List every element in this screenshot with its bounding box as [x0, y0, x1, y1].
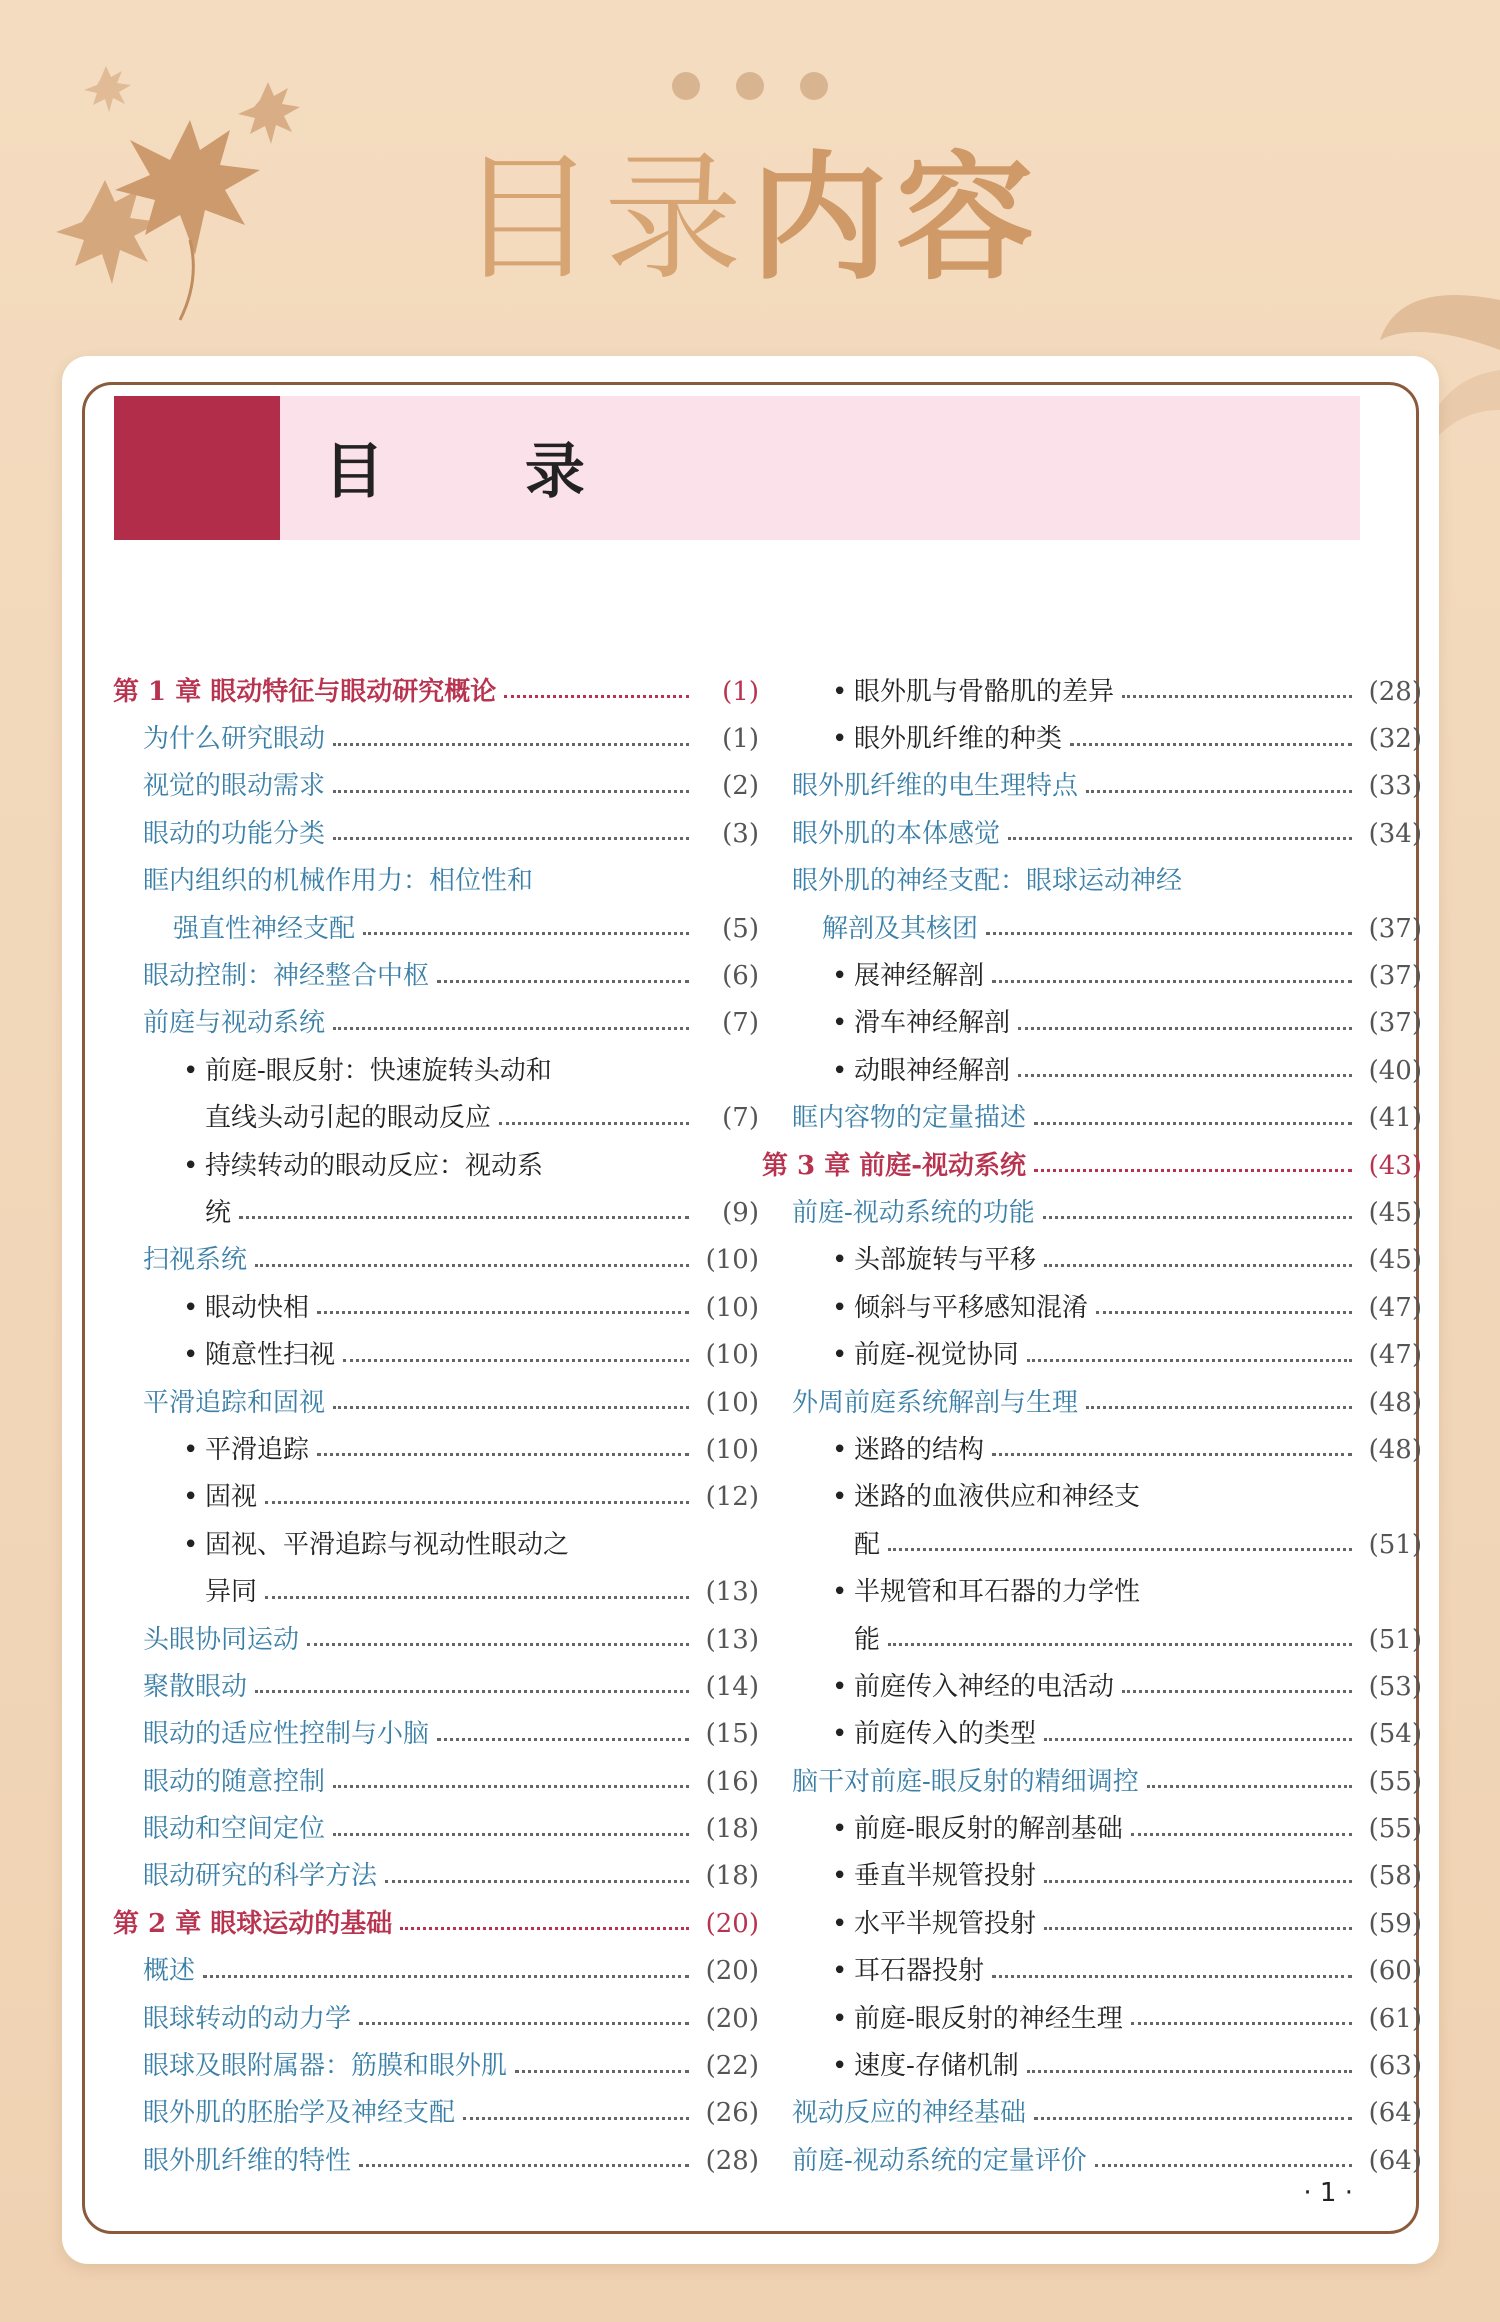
toc-entry-title: 脑干对前庭-眼反射的精细调控 [792, 1766, 1139, 1797]
toc-entry-title: 前庭-视觉协同 [854, 1340, 1019, 1371]
leader-dots [317, 1451, 689, 1456]
toc-entry-title: 迷路的血液供应和神经支 [854, 1482, 1141, 1513]
toc-entry-title: 前庭-眼反射的解剖基础 [854, 1814, 1123, 1845]
toc-page-number: (63) [1368, 2051, 1422, 2082]
toc-entry-title: 眼动的随意控制 [143, 1766, 326, 1797]
leader-dots [317, 1309, 689, 1314]
toc-section-entry [113, 1663, 759, 1710]
toc-section-entry [113, 952, 759, 999]
leader-dots [504, 693, 689, 698]
dot [800, 72, 828, 100]
leader-dots [888, 1546, 1352, 1551]
toc-subsection-entry [113, 1331, 759, 1378]
toc-entry-title: 眼动研究的科学方法 [143, 1861, 378, 1892]
banner-title: 目 录 [324, 437, 645, 507]
toc-subsection-entry [762, 1948, 1422, 1995]
toc-entry-title: 水平半规管投射 [854, 1908, 1037, 1939]
toc-page-number: (55) [1368, 1766, 1422, 1797]
leader-dots [333, 1831, 689, 1836]
toc-page-number: (41) [1368, 1103, 1422, 1134]
leader-dots [1018, 1025, 1352, 1030]
leader-dots [333, 741, 689, 746]
dot [672, 72, 700, 100]
toc-entry-title: 眼球及眼附属器：筋膜和眼外肌 [143, 2051, 508, 2082]
toc-entry-title: 视觉的眼动需求 [143, 771, 326, 802]
toc-entry-title: 前庭与视动系统 [143, 1008, 326, 1039]
toc-page-number: (13) [705, 1577, 759, 1608]
toc-subsection-entry [762, 1711, 1422, 1758]
leader-dots [499, 1120, 689, 1125]
bullet-icon: • [832, 1434, 848, 1465]
toc-subsection-entry [762, 1331, 1422, 1378]
toc-entry-title: 统 [205, 1197, 232, 1228]
leader-dots [437, 978, 689, 983]
toc-page-number: (20) [705, 1908, 759, 1939]
leader-dots [1086, 788, 1352, 793]
toc-entry-title: 前庭-眼反射：快速旋转头动和 [205, 1055, 552, 1086]
toc-subsection-entry [762, 1900, 1422, 1947]
leader-dots [1027, 2068, 1352, 2073]
page-number: · 1 · [1303, 2178, 1353, 2208]
toc-page-number: (10) [705, 1340, 759, 1371]
toc-section-entry [762, 1095, 1422, 1142]
toc-entry-title: 动眼神经解剖 [854, 1055, 1011, 1086]
toc-section-entry [113, 715, 759, 762]
toc-entry-title: 眼动的适应性控制与小脑 [143, 1719, 430, 1750]
toc-page-number: (2) [722, 771, 759, 802]
toc-entry-title: 能 [854, 1624, 881, 1655]
toc-subsection-entry [113, 1284, 759, 1331]
toc-page-number: (28) [705, 2145, 759, 2176]
toc-subsection-entry [762, 1284, 1422, 1331]
toc-subsection-entry [762, 1000, 1422, 1047]
toc-section-entry [113, 1995, 759, 2042]
toc-subsection-entry [762, 1047, 1422, 1094]
toc-entry-title: 第 1 章 眼动特征与眼动研究概论 [113, 676, 497, 707]
toc-entry-title: 直线头动引起的眼动反应 [205, 1103, 492, 1134]
toc-chapter-entry [113, 1900, 759, 1947]
toc-entry-title: 强直性神经支配 [173, 913, 356, 944]
banner-color-block [114, 396, 280, 540]
leader-dots [1008, 835, 1352, 840]
toc-entry-title: 持续转动的眼动反应：视动系 [205, 1150, 544, 1181]
toc-subsection-continuation [113, 1095, 759, 1142]
toc-chapter-entry [113, 668, 759, 715]
leader-dots [1096, 1309, 1352, 1314]
toc-subsection-entry [762, 1568, 1422, 1615]
toc-section-continuation [762, 905, 1422, 952]
toc-entry-title: 倾斜与平移感知混淆 [854, 1292, 1089, 1323]
toc-section-entry [762, 1189, 1422, 1236]
leader-dots [333, 1404, 689, 1409]
toc-page-number: (18) [705, 1861, 759, 1892]
toc-page-number: (20) [705, 2003, 759, 2034]
leader-dots [1034, 1120, 1352, 1125]
toc-subsection-continuation [113, 1568, 759, 1615]
toc-banner [114, 396, 1360, 540]
toc-page-number: (45) [1368, 1197, 1422, 1228]
dot [736, 72, 764, 100]
bullet-icon: • [183, 1529, 199, 1560]
toc-page-number: (33) [1368, 771, 1422, 802]
toc-entry-title: 眼动的功能分类 [143, 818, 326, 849]
bullet-icon: • [832, 1814, 848, 1845]
leader-dots [1044, 1925, 1352, 1930]
leader-dots [992, 1973, 1352, 1978]
leader-dots [1044, 1736, 1352, 1741]
toc-subsection-continuation [113, 1189, 759, 1236]
leader-dots [203, 1973, 689, 1978]
toc-page-number: (1) [722, 676, 759, 707]
bullet-icon: • [183, 1340, 199, 1371]
toc-entry-title: 解剖及其核团 [822, 913, 979, 944]
toc-section-entry [762, 1379, 1422, 1426]
toc-page-number: (26) [705, 2098, 759, 2129]
toc-section-entry [113, 1948, 759, 1995]
toc-page-number: (60) [1368, 1956, 1422, 1987]
bullet-icon: • [832, 724, 848, 755]
toc-page-number: (32) [1368, 724, 1422, 755]
toc-section-entry [113, 2090, 759, 2137]
leader-dots [333, 788, 689, 793]
toc-entry-title: 前庭-眼反射的神经生理 [854, 2003, 1123, 2034]
toc-section-entry [113, 1758, 759, 1805]
toc-entry-title: 第 2 章 眼球运动的基础 [113, 1908, 393, 1939]
toc-subsection-entry [762, 1805, 1422, 1852]
toc-entry-title: 头眼协同运动 [143, 1624, 300, 1655]
toc-entry-title: 扫视系统 [143, 1245, 248, 1276]
leader-dots [307, 1641, 689, 1646]
toc-entry-title: 平滑追踪 [205, 1434, 310, 1465]
leader-dots [515, 2068, 689, 2073]
toc-page-number: (59) [1368, 1908, 1422, 1939]
toc-entry-title: 眼外肌纤维的种类 [854, 724, 1063, 755]
toc-subsection-entry [113, 1521, 759, 1568]
toc-entry-title: 前庭-视动系统的功能 [792, 1197, 1035, 1228]
leader-dots [463, 2115, 689, 2120]
leader-dots [1027, 1357, 1352, 1362]
toc-section-entry [762, 1758, 1422, 1805]
toc-page-number: (14) [705, 1671, 759, 1702]
toc-page-number: (61) [1368, 2003, 1422, 2034]
leader-dots [255, 1262, 689, 1267]
toc-entry-title: 滑车神经解剖 [854, 1008, 1011, 1039]
leader-dots [1147, 1783, 1352, 1788]
toc-page-number: (37) [1368, 961, 1422, 992]
bullet-icon: • [832, 1055, 848, 1086]
toc-section-entry [113, 2042, 759, 2089]
leader-dots [255, 1688, 689, 1693]
toc-entry-title: 视动反应的神经基础 [792, 2098, 1027, 2129]
toc-entry-title: 头部旋转与平移 [854, 1245, 1037, 1276]
leader-dots [1070, 741, 1352, 746]
toc-page-number: (64) [1368, 2098, 1422, 2129]
leader-dots [363, 930, 689, 935]
bullet-icon: • [832, 676, 848, 707]
toc-page-number: (7) [722, 1008, 759, 1039]
toc-section-entry [113, 1379, 759, 1426]
toc-subsection-entry [762, 1995, 1422, 2042]
toc-page-number: (18) [705, 1814, 759, 1845]
toc-entry-title: 眶内容物的定量描述 [792, 1103, 1027, 1134]
toc-page-number: (16) [705, 1766, 759, 1797]
toc-subsection-entry [762, 715, 1422, 762]
leader-dots [1122, 693, 1352, 698]
leader-dots [1043, 1214, 1352, 1219]
toc-page-number: (7) [722, 1103, 759, 1134]
toc-entry-title: 外周前庭系统解剖与生理 [792, 1387, 1079, 1418]
toc-section-entry [113, 1237, 759, 1284]
headline-part2: 内容 [750, 138, 1043, 299]
toc-entry-title: 眼外肌的胚胎学及神经支配 [143, 2098, 456, 2129]
toc-page-number: (45) [1368, 1245, 1422, 1276]
toc-page-number: (28) [1368, 676, 1422, 707]
bullet-icon: • [832, 1956, 848, 1987]
toc-page-number: (15) [705, 1719, 759, 1750]
leader-dots [1034, 2115, 1352, 2120]
toc-section-entry [113, 1616, 759, 1663]
bullet-icon: • [832, 1245, 848, 1276]
toc-page-number: (10) [705, 1434, 759, 1465]
toc-page-number: (47) [1368, 1292, 1422, 1323]
toc-page-number: (48) [1368, 1434, 1422, 1465]
toc-subsection-entry [113, 1426, 759, 1473]
toc-page-number: (1) [722, 724, 759, 755]
leader-dots [385, 1878, 689, 1883]
toc-page-number: (9) [722, 1197, 759, 1228]
toc-entry-title: 耳石器投射 [854, 1956, 985, 1987]
toc-page-number: (20) [705, 1956, 759, 1987]
bullet-icon: • [832, 1719, 848, 1750]
toc-subsection-entry [762, 1853, 1422, 1900]
toc-entry-title: 固视、平滑追踪与视动性眼动之 [205, 1529, 570, 1560]
toc-entry-title: 眼外肌纤维的电生理特点 [792, 771, 1079, 802]
toc-section-entry [762, 763, 1422, 810]
leader-dots [343, 1357, 689, 1362]
bullet-icon: • [183, 1150, 199, 1181]
bullet-icon: • [183, 1482, 199, 1513]
toc-entry-title: 第 3 章 前庭-视动系统 [762, 1150, 1027, 1181]
toc-subsection-entry [762, 952, 1422, 999]
toc-page-number: (34) [1368, 818, 1422, 849]
leader-dots [359, 2020, 689, 2025]
toc-entry-title: 眼外肌的本体感觉 [792, 818, 1001, 849]
bullet-icon: • [832, 2051, 848, 2082]
toc-entry-title: 聚散眼动 [143, 1671, 248, 1702]
toc-page-number: (47) [1368, 1340, 1422, 1371]
leader-dots [400, 1925, 689, 1930]
toc-right-column [762, 668, 1422, 2185]
leader-dots [333, 1025, 689, 1030]
toc-entry-title: 眶内组织的机械作用力：相位性和 [143, 866, 534, 897]
toc-subsection-continuation [762, 1521, 1422, 1568]
toc-page-number: (37) [1368, 1008, 1422, 1039]
bullet-icon: • [832, 1340, 848, 1371]
leader-dots [1086, 1404, 1352, 1409]
toc-section-entry [113, 1805, 759, 1852]
bullet-icon: • [832, 961, 848, 992]
toc-page-number: (51) [1368, 1624, 1422, 1655]
toc-page-number: (40) [1368, 1055, 1422, 1086]
leader-dots [437, 1736, 689, 1741]
toc-page-number: (43) [1368, 1150, 1422, 1181]
bullet-icon: • [183, 1434, 199, 1465]
toc-page-number: (6) [722, 961, 759, 992]
bullet-icon: • [832, 1671, 848, 1702]
toc-card [62, 356, 1439, 2264]
toc-subsection-entry [113, 1047, 759, 1094]
toc-subsection-entry [762, 1426, 1422, 1473]
toc-entry-title: 配 [854, 1529, 881, 1560]
leader-dots [1044, 1262, 1352, 1267]
leader-dots [992, 978, 1352, 983]
toc-entry-title: 半规管和耳石器的力学性 [854, 1577, 1141, 1608]
bullet-icon: • [832, 1861, 848, 1892]
toc-page-number: (58) [1368, 1861, 1422, 1892]
bullet-icon: • [832, 1908, 848, 1939]
leader-dots [333, 835, 689, 840]
leader-dots [1044, 1878, 1352, 1883]
toc-chapter-entry [762, 1142, 1422, 1189]
leader-dots [992, 1451, 1352, 1456]
toc-subsection-entry [762, 1474, 1422, 1521]
toc-entry-title: 眼外肌与骨骼肌的差异 [854, 676, 1115, 707]
toc-entry-title: 眼动和空间定位 [143, 1814, 326, 1845]
toc-subsection-entry [762, 668, 1422, 715]
toc-section-entry [113, 763, 759, 810]
toc-entry-title: 迷路的结构 [854, 1434, 985, 1465]
toc-entry-title: 前庭-视动系统的定量评价 [792, 2145, 1087, 2176]
toc-page-number: (51) [1368, 1529, 1422, 1560]
toc-page-number: (10) [705, 1245, 759, 1276]
leader-dots [1018, 1072, 1352, 1077]
toc-entry-title: 展神经解剖 [854, 961, 985, 992]
bullet-icon: • [832, 2003, 848, 2034]
toc-section-entry [113, 1853, 759, 1900]
leader-dots [359, 2162, 689, 2167]
toc-entry-title: 垂直半规管投射 [854, 1861, 1037, 1892]
toc-subsection-entry [113, 1474, 759, 1521]
toc-entry-title: 固视 [205, 1482, 258, 1513]
toc-section-entry [113, 858, 759, 905]
toc-entry-title: 概述 [143, 1956, 196, 1987]
toc-page-number: (5) [722, 913, 759, 944]
leader-dots [1131, 2020, 1352, 2025]
toc-page-number: (13) [705, 1624, 759, 1655]
leader-dots [986, 930, 1352, 935]
bullet-icon: • [832, 1577, 848, 1608]
header-dots [672, 72, 828, 100]
toc-section-entry [762, 2090, 1422, 2137]
toc-section-entry [113, 2137, 759, 2184]
headline-part1: 目录 [457, 138, 750, 299]
toc-entry-title: 眼外肌纤维的特性 [143, 2145, 352, 2176]
toc-section-continuation [113, 905, 759, 952]
toc-entry-title: 眼动快相 [205, 1292, 310, 1323]
toc-subsection-entry [113, 1142, 759, 1189]
toc-entry-title: 平滑追踪和固视 [143, 1387, 326, 1418]
toc-page-number: (55) [1368, 1814, 1422, 1845]
toc-entry-title: 眼外肌的神经支配：眼球运动神经 [792, 866, 1183, 897]
toc-entry-title: 异同 [205, 1577, 258, 1608]
leader-dots [265, 1594, 689, 1599]
toc-subsection-entry [762, 1237, 1422, 1284]
toc-page-number: (37) [1368, 913, 1422, 944]
toc-entry-title: 随意性扫视 [205, 1340, 336, 1371]
toc-section-entry [113, 1000, 759, 1047]
leader-dots [239, 1214, 689, 1219]
toc-page-number: (53) [1368, 1671, 1422, 1702]
toc-page-number: (22) [705, 2051, 759, 2082]
toc-subsection-entry [762, 1663, 1422, 1710]
bullet-icon: • [832, 1008, 848, 1039]
toc-subsection-entry [762, 2042, 1422, 2089]
toc-entry-title: 为什么研究眼动 [143, 724, 326, 755]
leader-dots [265, 1499, 689, 1504]
leader-dots [1131, 1831, 1352, 1836]
bullet-icon: • [183, 1055, 199, 1086]
toc-section-entry [113, 1711, 759, 1758]
toc-section-entry [113, 810, 759, 857]
leader-dots [1095, 2162, 1352, 2167]
toc-entry-title: 前庭传入神经的电活动 [854, 1671, 1115, 1702]
bullet-icon: • [183, 1292, 199, 1323]
bullet-icon: • [832, 1482, 848, 1513]
toc-page-number: (54) [1368, 1719, 1422, 1750]
toc-page-number: (10) [705, 1387, 759, 1418]
toc-left-column [113, 668, 759, 2185]
toc-entry-title: 前庭传入的类型 [854, 1719, 1037, 1750]
toc-subsection-continuation [762, 1616, 1422, 1663]
toc-entry-title: 眼动控制：神经整合中枢 [143, 961, 430, 992]
leader-dots [888, 1641, 1352, 1646]
page-headline [0, 138, 1500, 299]
bullet-icon: • [832, 1292, 848, 1323]
toc-entry-title: 眼球转动的动力学 [143, 2003, 352, 2034]
toc-page-number: (48) [1368, 1387, 1422, 1418]
toc-section-entry [762, 810, 1422, 857]
toc-page-number: (10) [705, 1292, 759, 1323]
leader-dots [1122, 1688, 1352, 1693]
leader-dots [1034, 1167, 1352, 1172]
toc-page-number: (64) [1368, 2145, 1422, 2176]
toc-section-entry [762, 858, 1422, 905]
leader-dots [333, 1783, 689, 1788]
toc-entry-title: 速度-存储机制 [854, 2051, 1019, 2082]
toc-page-number: (3) [722, 818, 759, 849]
toc-page-number: (12) [705, 1482, 759, 1513]
